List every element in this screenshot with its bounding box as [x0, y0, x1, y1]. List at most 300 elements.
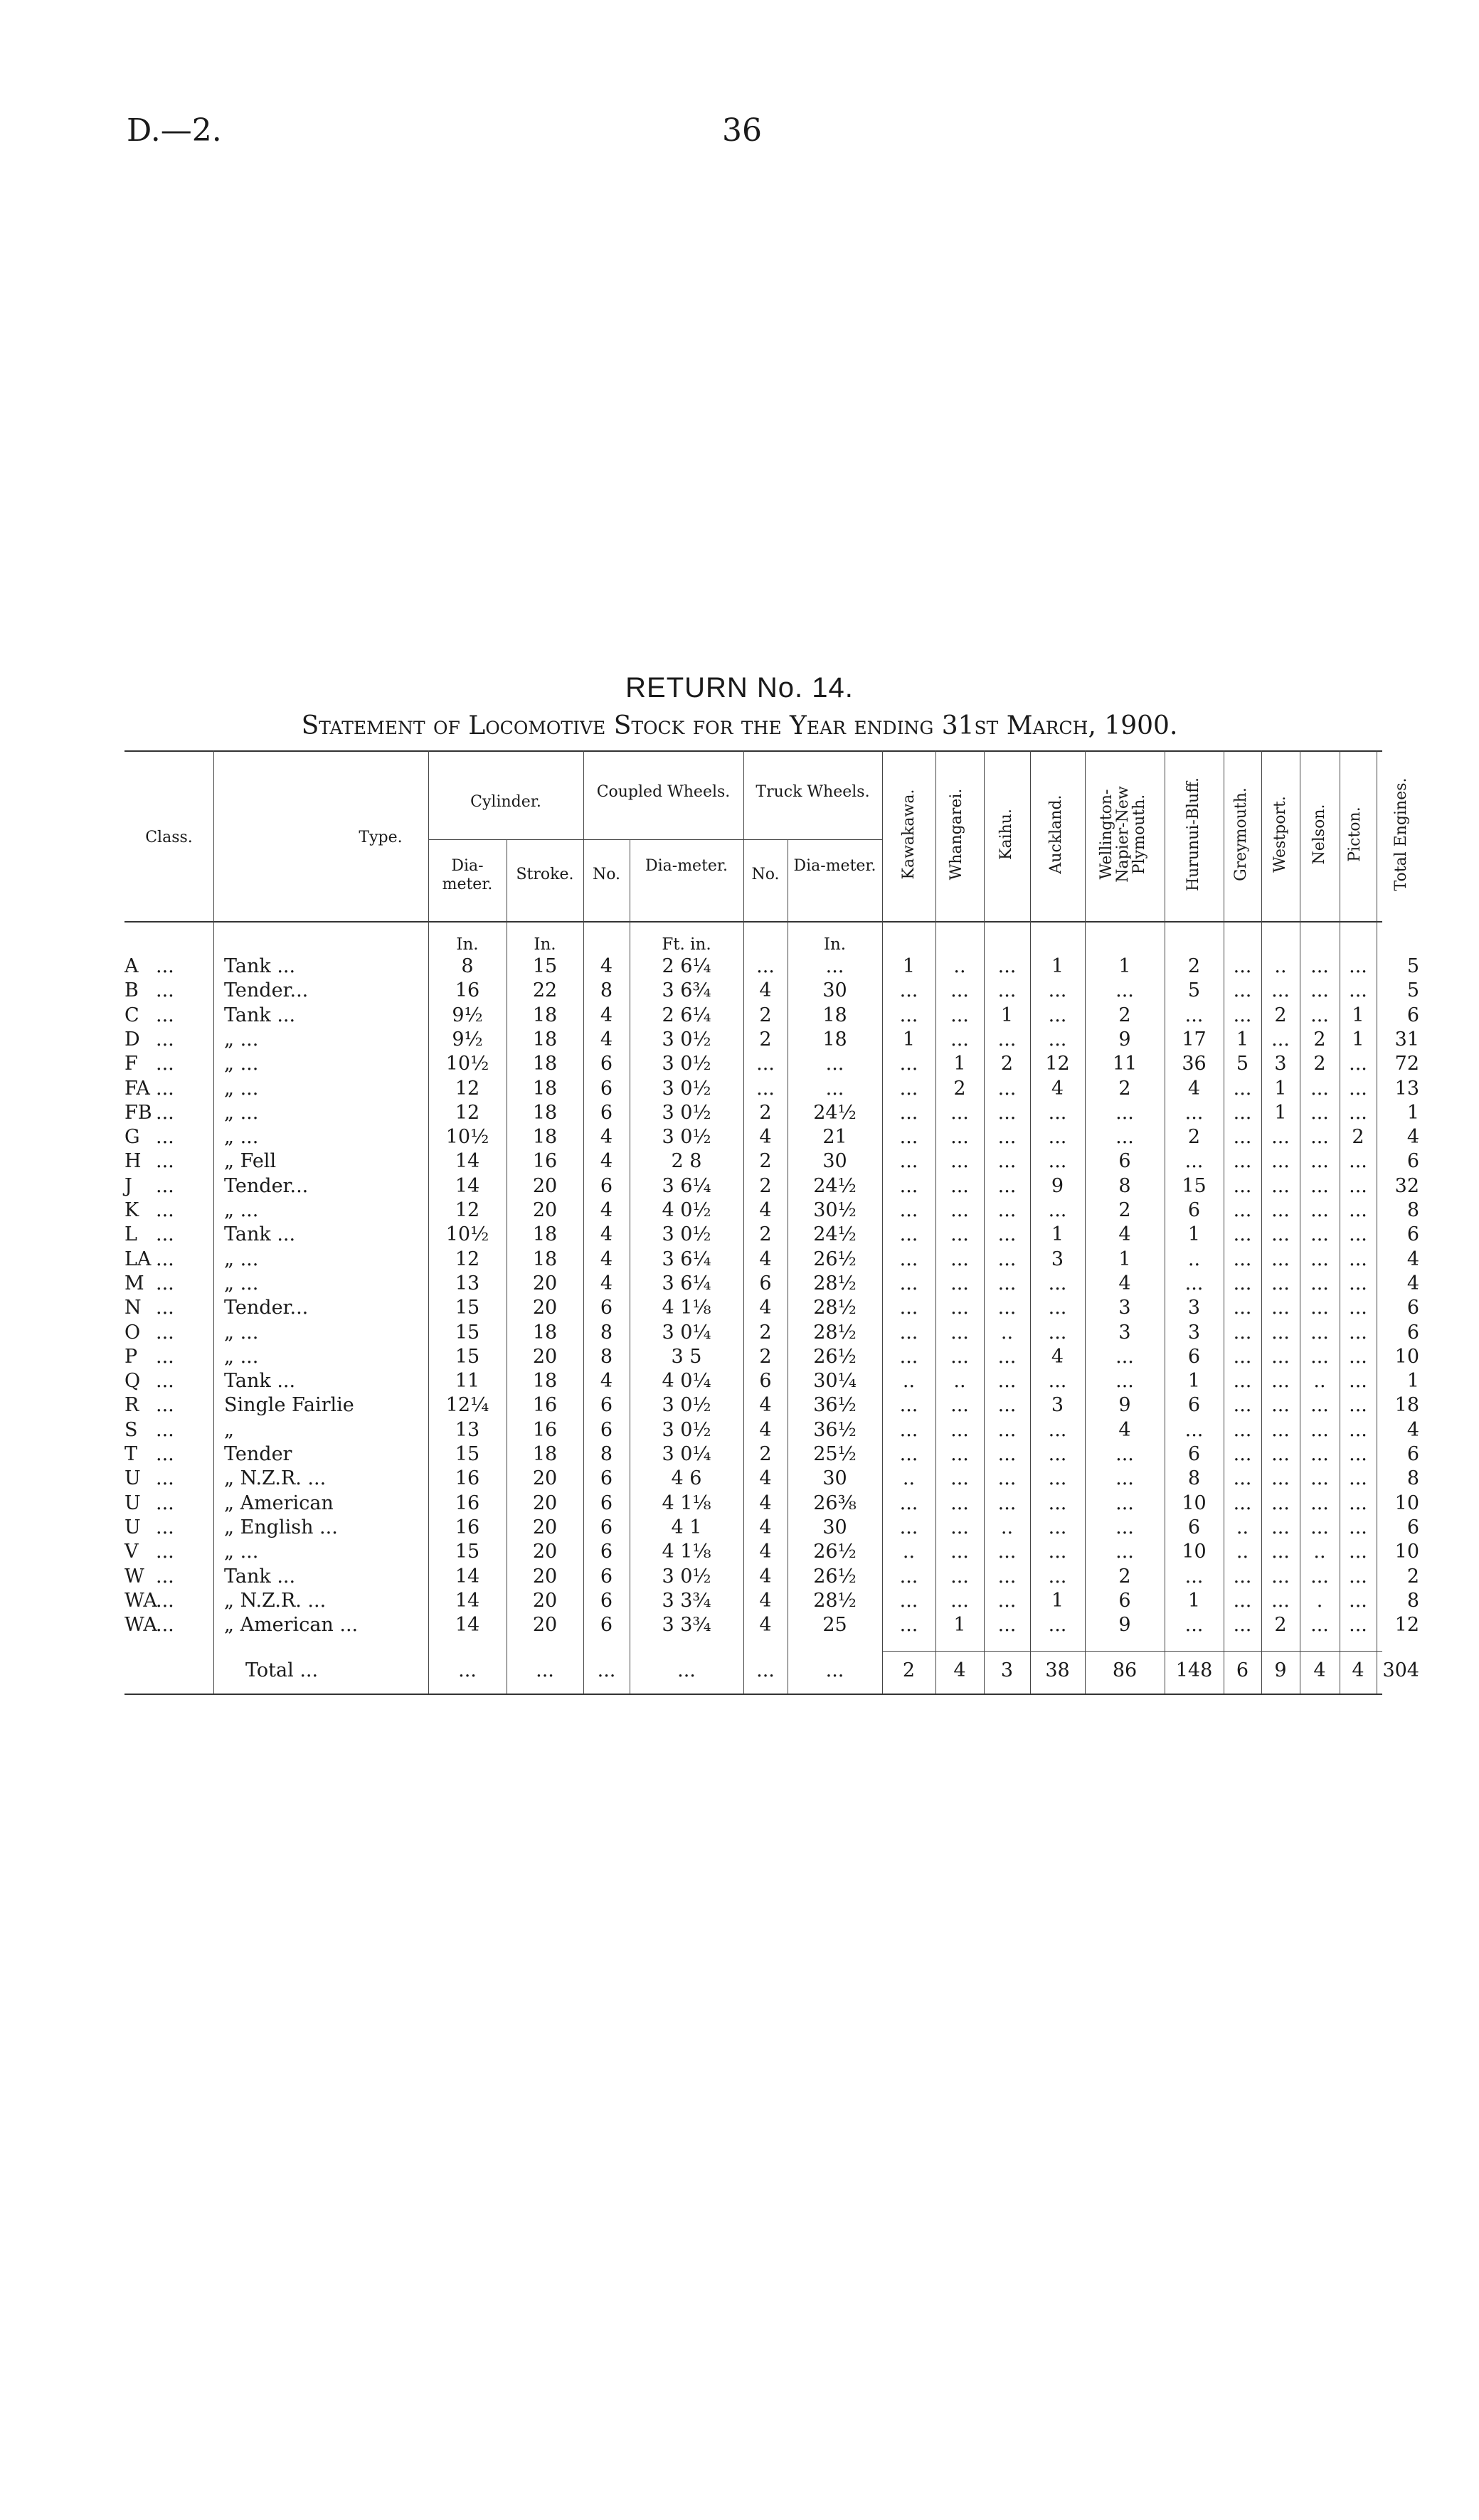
row-class: Q — [124, 1370, 141, 1393]
row-kaihu: ... — [997, 1394, 1017, 1417]
row-hurunui-bluff: ... — [1184, 1565, 1204, 1588]
row-coupled-diameter: 4 1⅛ — [662, 1541, 711, 1563]
row-kawakawa: ... — [899, 1077, 918, 1100]
row-truck-diameter: 30¼ — [813, 1370, 857, 1393]
row-kawakawa: ... — [899, 1394, 918, 1417]
row-class: U — [124, 1516, 141, 1538]
row-stroke: 16 — [532, 1418, 558, 1441]
col-divider-district — [984, 750, 985, 1694]
row-westport: 2 — [1274, 1004, 1287, 1026]
row-greymouth: ... — [1233, 1492, 1252, 1514]
row-wellington-napier-new-plymouth: 11 — [1112, 1053, 1138, 1075]
row-cyl-diameter: 14 — [455, 1589, 480, 1612]
row-coupled-diameter: 3 0½ — [662, 1053, 711, 1075]
row-hurunui-bluff: 8 — [1187, 1467, 1201, 1490]
row-class: WA — [124, 1614, 157, 1637]
row-westport: ... — [1271, 1199, 1290, 1221]
row-coupled-no: 6 — [600, 1565, 613, 1588]
row-total-engines: 10 — [1394, 1345, 1419, 1368]
return-title: RETURN No. 14. — [625, 672, 854, 703]
row-westport: ... — [1271, 1028, 1290, 1051]
row-stroke: 20 — [532, 1614, 558, 1637]
row-total-engines: 6 — [1406, 1443, 1419, 1465]
row-total-engines: 6 — [1406, 1516, 1419, 1538]
total-kawakawa: 2 — [902, 1659, 916, 1682]
row-truck-diameter: 24½ — [813, 1101, 857, 1124]
row-westport: 2 — [1274, 1614, 1287, 1637]
row-cyl-diameter: 14 — [455, 1565, 480, 1588]
row-auckland: ... — [1048, 1565, 1067, 1588]
row-nelson: ... — [1310, 1565, 1329, 1588]
row-whangarei: ... — [950, 1345, 969, 1368]
row-kaihu: ... — [997, 1028, 1017, 1051]
row-auckland: 1 — [1051, 1589, 1064, 1612]
row-greymouth: ... — [1233, 1297, 1252, 1319]
row-class-leader: ... — [156, 1321, 174, 1344]
row-greymouth: ... — [1233, 1467, 1252, 1490]
row-total-engines: 8 — [1406, 1199, 1419, 1221]
row-greymouth: .. — [1236, 1541, 1249, 1563]
row-auckland: 3 — [1051, 1394, 1064, 1417]
row-type: Tank ... — [224, 1370, 296, 1393]
total-auckland: 38 — [1045, 1659, 1070, 1682]
row-total-engines: 31 — [1394, 1028, 1419, 1051]
row-auckland: ... — [1048, 1126, 1067, 1149]
row-total-engines: 13 — [1394, 1077, 1419, 1100]
row-auckland: ... — [1048, 1443, 1067, 1465]
row-picton: ... — [1349, 1053, 1367, 1075]
row-wellington-napier-new-plymouth: 2 — [1118, 1199, 1131, 1221]
row-total-engines: 2 — [1406, 1565, 1419, 1588]
col-header-truck-no: No. — [751, 866, 780, 883]
row-kaihu: ... — [997, 1467, 1017, 1490]
total-truck-diameter: ... — [825, 1659, 844, 1682]
col-divider-district — [1085, 750, 1086, 1694]
row-auckland: ... — [1048, 1467, 1067, 1490]
row-wellington-napier-new-plymouth: ... — [1115, 1101, 1134, 1124]
row-nelson: ... — [1310, 1272, 1329, 1294]
row-westport: 3 — [1274, 1053, 1287, 1075]
row-class-leader: ... — [156, 1272, 174, 1294]
row-greymouth: ... — [1233, 1004, 1252, 1026]
row-whangarei: 1 — [953, 1614, 966, 1637]
row-type: „ ... — [224, 1199, 259, 1221]
row-whangarei: ... — [950, 1492, 969, 1514]
row-wellington-napier-new-plymouth: ... — [1115, 1516, 1134, 1538]
row-coupled-diameter: 4 0½ — [662, 1199, 711, 1221]
row-cyl-diameter: 10½ — [445, 1053, 489, 1075]
row-stroke: 18 — [532, 1321, 558, 1344]
row-coupled-no: 6 — [600, 1418, 613, 1441]
row-auckland: ... — [1048, 1418, 1067, 1441]
row-truck-diameter: 36½ — [813, 1418, 857, 1441]
row-hurunui-bluff: 1 — [1187, 1589, 1201, 1612]
row-truck-diameter: 28½ — [813, 1297, 857, 1319]
col-header-total-engines: Total Engines. — [1392, 777, 1410, 891]
row-kaihu: ... — [997, 1077, 1017, 1100]
total-truck-no: ... — [756, 1659, 775, 1682]
row-class: P — [124, 1345, 138, 1368]
row-type: Tender... — [224, 1297, 309, 1319]
row-type: „ American — [224, 1492, 334, 1514]
row-total-engines: 4 — [1406, 1126, 1419, 1149]
row-kawakawa: ... — [899, 1589, 918, 1612]
row-wellington-napier-new-plymouth: 2 — [1118, 1077, 1131, 1100]
row-total-engines: 10 — [1394, 1541, 1419, 1563]
row-auckland: 4 — [1051, 1345, 1064, 1368]
row-kawakawa: ... — [899, 1614, 918, 1637]
row-stroke: 18 — [532, 1443, 558, 1465]
row-stroke: 20 — [532, 1174, 558, 1197]
row-total-engines: 5 — [1406, 979, 1419, 1002]
col-header-picton: Picton. — [1346, 807, 1364, 862]
return-subtitle: Statement of Locomotive Stock for the Year ending 31st March, 1900. — [301, 711, 1178, 740]
row-truck-diameter: 24½ — [813, 1223, 857, 1246]
row-kaihu: ... — [997, 1248, 1017, 1270]
row-nelson: . — [1316, 1589, 1323, 1612]
row-kawakawa: ... — [899, 1492, 918, 1514]
row-stroke: 20 — [532, 1199, 558, 1221]
row-picton: ... — [1349, 979, 1367, 1002]
row-coupled-no: 4 — [600, 1004, 613, 1026]
row-westport: ... — [1271, 1126, 1290, 1149]
row-class-leader: ... — [156, 1174, 174, 1197]
row-stroke: 20 — [532, 1541, 558, 1563]
row-wellington-napier-new-plymouth: ... — [1115, 1370, 1134, 1393]
row-cyl-diameter: 8 — [461, 955, 474, 977]
row-kaihu: ... — [997, 1126, 1017, 1149]
row-class: T — [124, 1443, 138, 1465]
row-total-engines: 8 — [1406, 1589, 1419, 1612]
row-class: L — [124, 1223, 137, 1246]
row-wellington-napier-new-plymouth: ... — [1115, 1443, 1134, 1465]
row-picton: ... — [1349, 1565, 1367, 1588]
row-cyl-diameter: 10½ — [445, 1126, 489, 1149]
row-type: Tank ... — [224, 1223, 296, 1246]
row-nelson: 2 — [1313, 1028, 1326, 1051]
col-header-truck-diameter: Dia-meter. — [793, 857, 876, 875]
row-class-leader: ... — [156, 979, 174, 1002]
row-total-engines: 6 — [1406, 1150, 1419, 1173]
row-picton: ... — [1349, 1492, 1367, 1514]
unit-stroke: In. — [534, 935, 556, 954]
row-greymouth: ... — [1233, 1321, 1252, 1344]
row-wellington-napier-new-plymouth: 1 — [1118, 1248, 1131, 1270]
row-auckland: 12 — [1045, 1053, 1070, 1075]
row-type: „ ... — [224, 1345, 259, 1368]
row-class: B — [124, 979, 139, 1002]
row-truck-no: 4 — [759, 1126, 772, 1149]
row-cyl-diameter: 16 — [455, 1467, 480, 1490]
row-truck-diameter: 28½ — [813, 1272, 857, 1294]
row-truck-no: 6 — [759, 1272, 772, 1294]
total-nelson: 4 — [1313, 1659, 1326, 1682]
row-kawakawa: ... — [899, 1223, 918, 1246]
row-kaihu: ... — [997, 1297, 1017, 1319]
row-westport: 1 — [1274, 1101, 1287, 1124]
row-total-engines: 6 — [1406, 1297, 1419, 1319]
row-nelson: ... — [1310, 1126, 1329, 1149]
row-greymouth: .. — [1236, 1516, 1249, 1538]
row-coupled-no: 6 — [600, 1297, 613, 1319]
row-picton: ... — [1349, 1467, 1367, 1490]
row-auckland: ... — [1048, 979, 1067, 1002]
row-kawakawa: ... — [899, 1443, 918, 1465]
row-nelson: ... — [1310, 1223, 1329, 1246]
row-coupled-diameter: 3 3¾ — [662, 1614, 711, 1637]
row-hurunui-bluff: 10 — [1182, 1541, 1207, 1563]
row-kawakawa: ... — [899, 1053, 918, 1075]
row-cyl-diameter: 12¼ — [445, 1394, 489, 1417]
row-picton: ... — [1349, 1297, 1367, 1319]
row-coupled-diameter: 3 0¼ — [662, 1321, 711, 1344]
row-nelson: ... — [1310, 1492, 1329, 1514]
row-nelson: ... — [1310, 1248, 1329, 1270]
row-picton: ... — [1349, 1614, 1367, 1637]
row-cyl-diameter: 12 — [455, 1199, 480, 1221]
col-header-wellington-napier-new-plymouth: Wellington-Napier-New Plymouth. — [1098, 786, 1148, 883]
row-picton: 1 — [1352, 1004, 1364, 1026]
row-truck-no: 4 — [759, 1589, 772, 1612]
row-greymouth: ... — [1233, 1565, 1252, 1588]
row-kawakawa: ... — [899, 1345, 918, 1368]
row-hurunui-bluff: 15 — [1182, 1174, 1207, 1197]
row-greymouth: ... — [1233, 1223, 1252, 1246]
row-class-leader: ... — [156, 1516, 174, 1538]
row-cyl-diameter: 11 — [455, 1370, 480, 1393]
row-cyl-diameter: 15 — [455, 1541, 480, 1563]
row-coupled-diameter: 3 6¼ — [662, 1248, 711, 1270]
row-greymouth: ... — [1233, 955, 1252, 977]
row-coupled-no: 4 — [600, 1199, 613, 1221]
row-kaihu: ... — [997, 1418, 1017, 1441]
row-greymouth: ... — [1233, 1370, 1252, 1393]
unit-coupled-diameter: Ft. in. — [662, 935, 711, 954]
row-coupled-no: 4 — [600, 1126, 613, 1149]
row-auckland: ... — [1048, 1516, 1067, 1538]
row-type: „ ... — [224, 1248, 259, 1270]
row-class: V — [124, 1541, 139, 1563]
row-class: J — [124, 1174, 132, 1197]
row-coupled-no: 6 — [600, 1077, 613, 1100]
col-divider — [428, 750, 429, 1694]
row-cyl-diameter: 14 — [455, 1174, 480, 1197]
col-divider — [882, 750, 883, 1694]
row-coupled-no: 4 — [600, 1248, 613, 1270]
row-type: „ American ... — [224, 1614, 359, 1637]
row-class-leader: ... — [156, 1565, 174, 1588]
row-coupled-diameter: 4 1⅛ — [662, 1297, 711, 1319]
col-header-cylinder: Cylinder. — [470, 793, 541, 811]
header-bottom-rule — [124, 921, 1382, 923]
row-coupled-diameter: 3 5 — [671, 1345, 702, 1368]
row-coupled-no: 6 — [600, 1492, 613, 1514]
row-class-leader: ... — [156, 1223, 174, 1246]
row-whangarei: ... — [950, 1004, 969, 1026]
row-auckland: ... — [1048, 1004, 1067, 1026]
row-class: LA — [124, 1248, 152, 1270]
row-greymouth: ... — [1233, 1614, 1252, 1637]
row-nelson: ... — [1310, 1614, 1329, 1637]
row-wellington-napier-new-plymouth: 8 — [1118, 1174, 1131, 1197]
row-truck-no: 4 — [759, 1541, 772, 1563]
row-coupled-diameter: 3 6¼ — [662, 1174, 711, 1197]
row-kaihu: 1 — [1000, 1004, 1014, 1026]
row-nelson: ... — [1310, 1345, 1329, 1368]
row-whangarei: .. — [953, 955, 966, 977]
row-westport: ... — [1271, 1297, 1290, 1319]
row-class-leader: ... — [156, 1492, 174, 1514]
row-truck-diameter: ... — [825, 955, 844, 977]
row-kaihu: .. — [1000, 1516, 1014, 1538]
row-hurunui-bluff: 4 — [1187, 1077, 1201, 1100]
row-total-engines: 4 — [1406, 1272, 1419, 1294]
row-class-leader: ... — [156, 1004, 174, 1026]
row-truck-diameter: 24½ — [813, 1174, 857, 1197]
row-type: Tender... — [224, 979, 309, 1002]
row-picton: ... — [1349, 1174, 1367, 1197]
row-nelson: ... — [1310, 1077, 1329, 1100]
row-kaihu: ... — [997, 1174, 1017, 1197]
row-truck-diameter: 30 — [822, 1516, 847, 1538]
row-total-engines: 6 — [1406, 1321, 1419, 1344]
row-stroke: 18 — [532, 1053, 558, 1075]
row-kaihu: 2 — [1000, 1053, 1014, 1075]
row-nelson: ... — [1310, 1467, 1329, 1490]
row-coupled-no: 4 — [600, 1028, 613, 1051]
row-whangarei: ... — [950, 1223, 969, 1246]
row-stroke: 22 — [532, 979, 558, 1002]
row-kaihu: ... — [997, 1199, 1017, 1221]
row-total-engines: 10 — [1394, 1492, 1419, 1514]
row-hurunui-bluff: .. — [1187, 1248, 1201, 1270]
row-class-leader: ... — [156, 1150, 174, 1173]
row-nelson: 2 — [1313, 1053, 1326, 1075]
row-hurunui-bluff: 3 — [1187, 1297, 1201, 1319]
row-type: „ English ... — [224, 1516, 338, 1538]
col-divider-district — [935, 750, 936, 1694]
row-kawakawa: 1 — [902, 955, 916, 977]
row-kawakawa: .. — [902, 1467, 916, 1490]
row-greymouth: ... — [1233, 1150, 1252, 1173]
row-auckland: ... — [1048, 1272, 1067, 1294]
row-hurunui-bluff: 6 — [1187, 1516, 1201, 1538]
row-westport: ... — [1271, 1248, 1290, 1270]
col-header-kaihu: Kaihu. — [997, 809, 1015, 860]
row-truck-no: 4 — [759, 1199, 772, 1221]
total-coupled-no: ... — [597, 1659, 616, 1682]
truck-sub-rule — [743, 839, 882, 840]
row-hurunui-bluff: ... — [1184, 1004, 1204, 1026]
row-truck-diameter: 18 — [822, 1004, 847, 1026]
row-wellington-napier-new-plymouth: 4 — [1118, 1418, 1131, 1441]
row-picton: ... — [1349, 955, 1367, 977]
row-cyl-diameter: 13 — [455, 1418, 480, 1441]
row-hurunui-bluff: 2 — [1187, 955, 1201, 977]
row-hurunui-bluff: ... — [1184, 1272, 1204, 1294]
row-whangarei: ... — [950, 1248, 969, 1270]
row-coupled-no: 6 — [600, 1394, 613, 1417]
row-truck-diameter: 26½ — [813, 1541, 857, 1563]
row-kawakawa: ... — [899, 1126, 918, 1149]
row-stroke: 20 — [532, 1345, 558, 1368]
row-class: O — [124, 1321, 141, 1344]
row-class-leader: ... — [156, 1394, 174, 1417]
total-top-rule — [882, 1651, 1382, 1652]
total-cyl-diameter: ... — [458, 1659, 477, 1682]
row-kawakawa: ... — [899, 1004, 918, 1026]
row-truck-no: 6 — [759, 1370, 772, 1393]
row-whangarei: ... — [950, 1101, 969, 1124]
row-stroke: 18 — [532, 1370, 558, 1393]
row-kawakawa: ... — [899, 1174, 918, 1197]
row-kawakawa: ... — [899, 1272, 918, 1294]
row-kaihu: ... — [997, 1101, 1017, 1124]
row-whangarei: ... — [950, 979, 969, 1002]
row-picton: ... — [1349, 1345, 1367, 1368]
row-truck-diameter: 30 — [822, 979, 847, 1002]
total-hurunui-bluff: 148 — [1175, 1659, 1213, 1682]
col-header-truck-wheels: Truck Wheels. — [756, 783, 870, 801]
row-truck-diameter: 26½ — [813, 1345, 857, 1368]
row-class: U — [124, 1467, 141, 1490]
row-type: „ ... — [224, 1101, 259, 1124]
total-whangarei: 4 — [953, 1659, 966, 1682]
row-stroke: 18 — [532, 1028, 558, 1051]
row-auckland: 4 — [1051, 1077, 1064, 1100]
row-greymouth: 5 — [1236, 1053, 1249, 1075]
row-wellington-napier-new-plymouth: 2 — [1118, 1565, 1131, 1588]
row-class-leader: ... — [156, 1053, 174, 1075]
row-auckland: ... — [1048, 1321, 1067, 1344]
total-coupled-diameter: ... — [677, 1659, 696, 1682]
row-coupled-diameter: 3 3¾ — [662, 1589, 711, 1612]
row-hurunui-bluff: 17 — [1182, 1028, 1207, 1051]
coupled-sub-rule — [583, 839, 743, 840]
row-kaihu: ... — [997, 1541, 1017, 1563]
row-coupled-diameter: 2 8 — [671, 1150, 702, 1173]
row-coupled-no: 6 — [600, 1101, 613, 1124]
row-auckland: 1 — [1051, 955, 1064, 977]
row-nelson: ... — [1310, 955, 1329, 977]
row-total-engines: 6 — [1406, 1004, 1419, 1026]
row-class: A — [124, 955, 139, 977]
row-class-leader: ... — [156, 1370, 174, 1393]
row-westport: ... — [1271, 1467, 1290, 1490]
row-truck-no: 4 — [759, 1467, 772, 1490]
document-code: D.—2. — [127, 112, 222, 149]
row-hurunui-bluff: 6 — [1187, 1394, 1201, 1417]
row-truck-no: 4 — [759, 1418, 772, 1441]
row-type: „ Fell — [224, 1150, 277, 1173]
row-westport: 1 — [1274, 1077, 1287, 1100]
row-coupled-diameter: 3 0½ — [662, 1028, 711, 1051]
row-type: „ ... — [224, 1028, 259, 1051]
col-divider — [583, 750, 584, 1694]
row-wellington-napier-new-plymouth: 3 — [1118, 1297, 1131, 1319]
row-greymouth: ... — [1233, 1443, 1252, 1465]
row-greymouth: ... — [1233, 1418, 1252, 1441]
row-nelson: ... — [1310, 1101, 1329, 1124]
row-westport: ... — [1271, 1541, 1290, 1563]
row-truck-no: ... — [756, 1077, 775, 1100]
row-wellington-napier-new-plymouth: 1 — [1118, 955, 1131, 977]
row-picton: ... — [1349, 1516, 1367, 1538]
row-truck-no: ... — [756, 1053, 775, 1075]
row-truck-no: 2 — [759, 1101, 772, 1124]
row-kawakawa: ... — [899, 1297, 918, 1319]
row-hurunui-bluff: 36 — [1182, 1053, 1207, 1075]
